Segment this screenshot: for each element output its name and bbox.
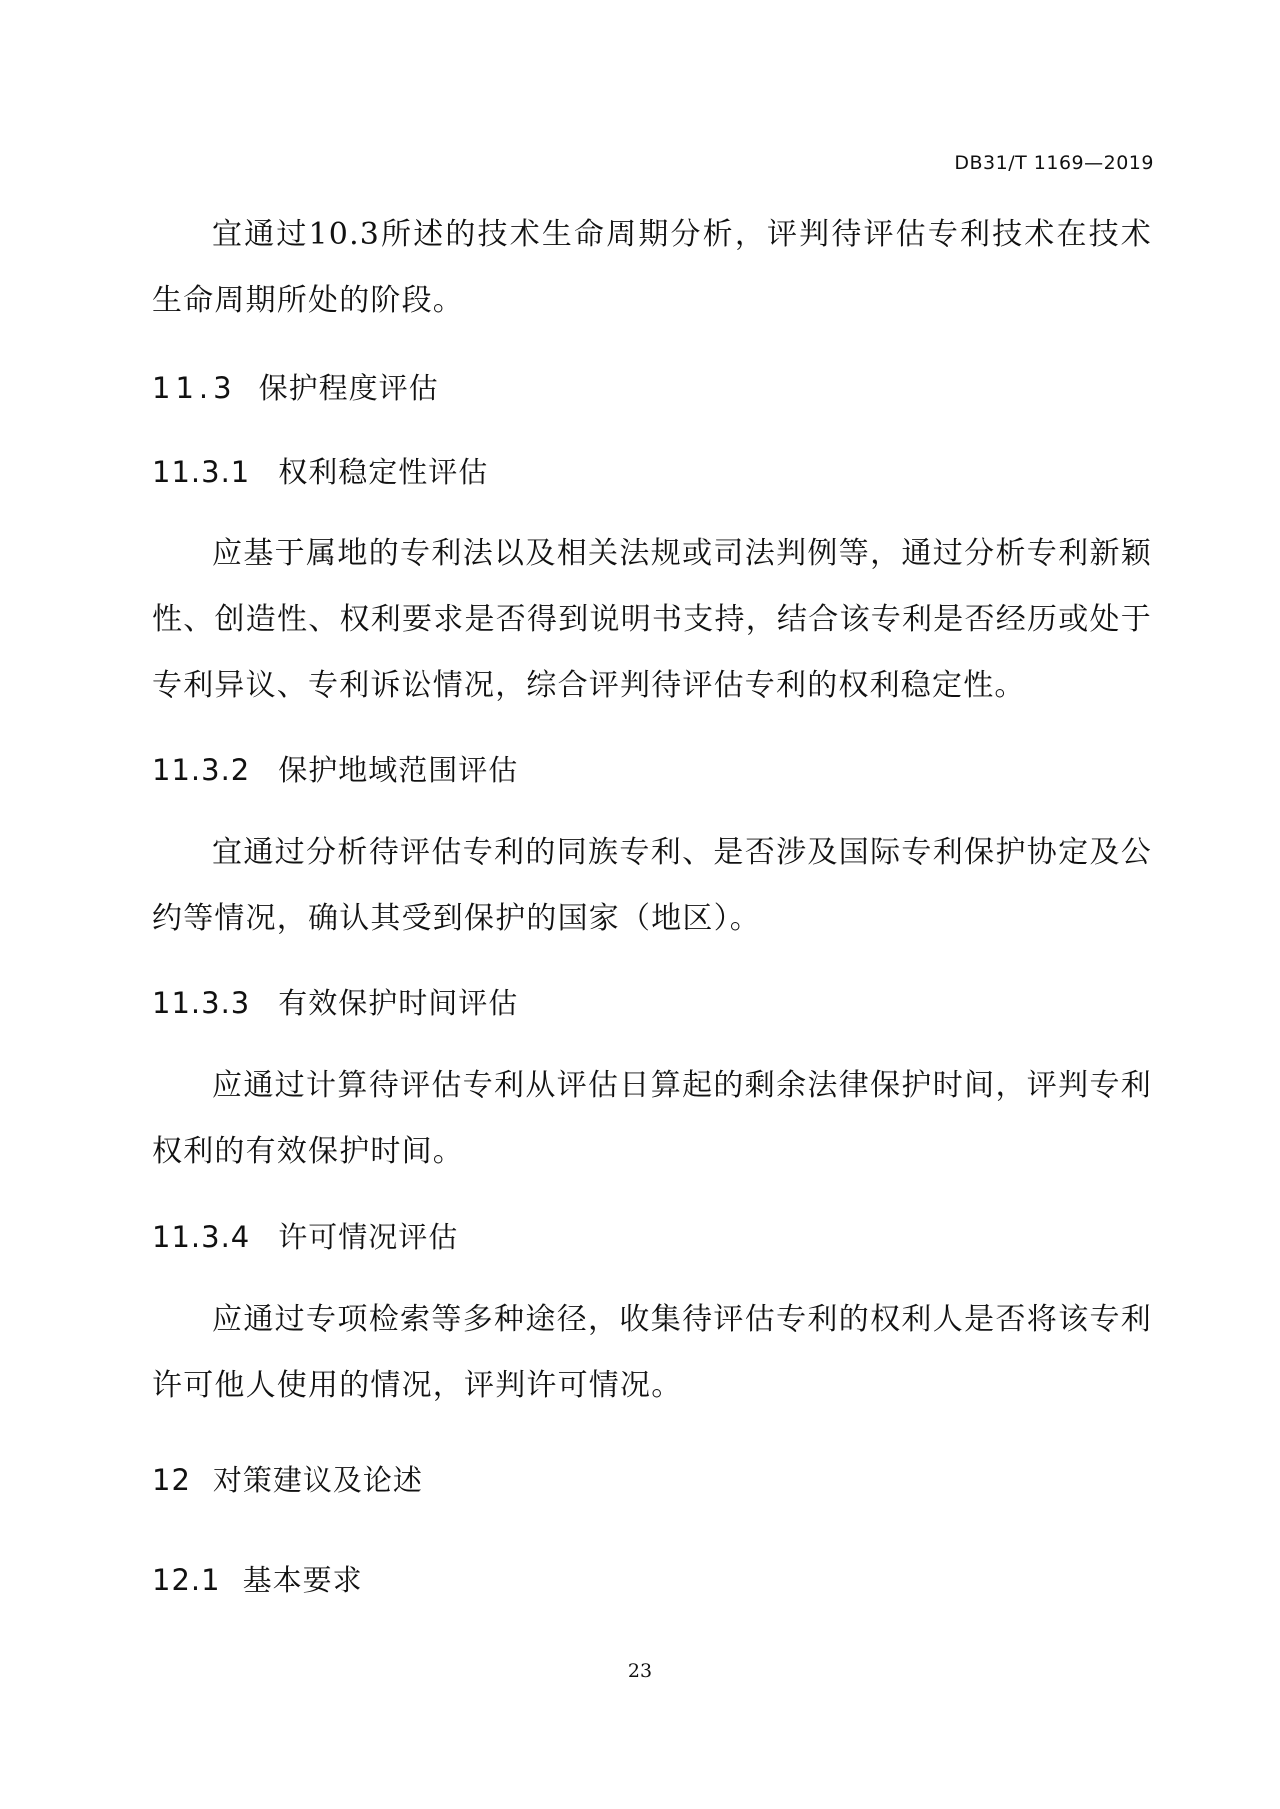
heading-12 bbox=[152, 1460, 1152, 1500]
heading-11-3 bbox=[152, 368, 1152, 408]
heading-title: 保护程度评估 bbox=[258, 371, 439, 405]
paragraph-lifecycle: 宜通过10.3所述的技术生命周期分析，评判待评估专利技术在技术生命周期所处的阶段。 bbox=[152, 217, 1152, 318]
heading-title: 权利稳定性评估 bbox=[278, 455, 489, 489]
paragraph-11-3-2: 宜通过分析待评估专利的同族专利、是否涉及国际专利保护协定及公约等情况，确认其受到保护的国家（地区）。 bbox=[152, 835, 1152, 936]
heading-number: 11.3.4 bbox=[152, 1220, 251, 1254]
heading-number: 11.3 bbox=[152, 371, 237, 405]
heading-number: 12 bbox=[152, 1463, 191, 1497]
heading-number: 11.3.3 bbox=[152, 986, 251, 1020]
page-number: 23 bbox=[627, 1660, 653, 1682]
paragraph-11-3-4: 应通过专项检索等多种途径，收集待评估专利的权利人是否将该专利许可他人使用的情况，评判许可情况。 bbox=[152, 1302, 1152, 1403]
heading-title: 基本要求 bbox=[242, 1563, 363, 1597]
heading-title: 保护地域范围评估 bbox=[278, 753, 519, 787]
paragraph-11-3-3: 应通过计算待评估专利从评估日算起的剩余法律保护时间，评判专利权利的有效保护时间。 bbox=[152, 1068, 1152, 1169]
paragraph-11-3-1: 应基于属地的专利法以及相关法规或司法判例等，通过分析专利新颖性、创造性、权利要求是否得到说明书支持，结合该专利是否经历或处于专利异议、专利诉讼情况，综合评判待评估专利的权利稳定性。 bbox=[152, 536, 1152, 703]
heading-title: 对策建议及论述 bbox=[212, 1463, 423, 1497]
heading-title: 许可情况评估 bbox=[278, 1220, 459, 1254]
heading-title: 有效保护时间评估 bbox=[278, 986, 519, 1020]
heading-11-3-4 bbox=[152, 1217, 1152, 1257]
heading-number: 12.1 bbox=[152, 1563, 221, 1597]
heading-11-3-2 bbox=[152, 750, 1152, 790]
heading-11-3-3 bbox=[152, 983, 1152, 1023]
document-code: DB31/T 1169—2019 bbox=[954, 152, 1154, 174]
heading-11-3-1 bbox=[152, 452, 1152, 492]
heading-number: 11.3.2 bbox=[152, 753, 251, 787]
heading-12-1 bbox=[152, 1560, 1152, 1600]
heading-number: 11.3.1 bbox=[152, 455, 251, 489]
